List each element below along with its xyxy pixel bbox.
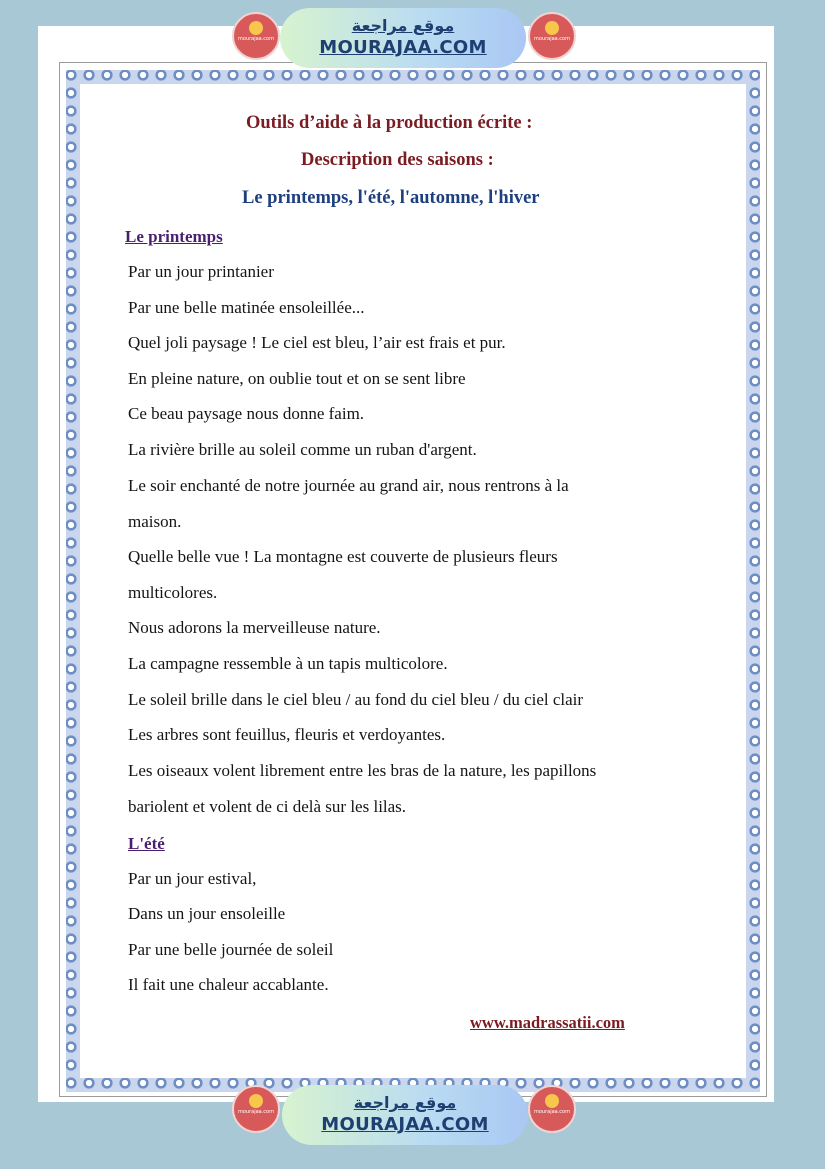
text-line: La rivière brille au soleil comme un ruban d'argent. — [128, 440, 477, 459]
text-line: Par une belle matinée ensoleillée... — [128, 298, 365, 317]
title-line-2: Description des saisons : — [301, 150, 494, 170]
text-line: Les arbres sont feuillus, fleuris et verdoyantes. — [128, 725, 446, 744]
text-line: bariolent et volent de ci delà sur les lilas. — [128, 797, 407, 816]
text-line: Quel joli paysage ! Le ciel est bleu, l’air est frais et pur. — [128, 333, 506, 352]
site-logo-icon: mourajaa.com — [232, 12, 280, 60]
site-logo-icon: mourajaa.com — [232, 1085, 280, 1133]
site-name-arabic: موقع مراجعة — [353, 1093, 457, 1112]
text-line: La campagne ressemble à un tapis multicolore. — [128, 654, 448, 673]
site-logo-icon: mourajaa.com — [528, 1085, 576, 1133]
text-line: Par un jour printanier — [128, 262, 274, 281]
text-line: Nous adorons la merveilleuse nature. — [128, 618, 381, 637]
section-heading-summer: L'été — [128, 834, 165, 853]
text-line: Dans un jour ensoleille — [128, 904, 286, 923]
text-line: Ce beau paysage nous donne faim. — [128, 404, 365, 423]
title-line-1: Outils d’aide à la production écrite : — [246, 113, 533, 133]
text-line: Quelle belle vue ! La montagne est couverte de plusieurs fleurs — [128, 547, 558, 566]
site-name-latin: MOURAJAA.COM — [319, 37, 487, 58]
site-name-arabic: موقع مراجعة — [351, 16, 455, 35]
section-heading-spring: Le printemps — [125, 227, 223, 246]
text-line: Le soir enchanté de notre journée au grand air, nous rentrons à la — [128, 476, 569, 495]
title-line-3: Le printemps, l'été, l'automne, l'hiver — [242, 188, 540, 208]
text-line: multicolores. — [128, 583, 218, 602]
website-link[interactable]: www.madrassatii.com — [470, 1013, 625, 1032]
text-line: Par une belle journée de soleil — [128, 940, 334, 959]
text-line: Il fait une chaleur accablante. — [128, 975, 329, 994]
text-line: Le soleil brille dans le ciel bleu / au fond du ciel bleu / du ciel clair — [128, 690, 584, 709]
site-logo-icon: mourajaa.com — [528, 12, 576, 60]
text-line: Les oiseaux volent librement entre les bras de la nature, les papillons — [128, 761, 597, 780]
site-name-latin: MOURAJAA.COM — [321, 1114, 489, 1135]
text-line: Par un jour estival, — [128, 869, 257, 888]
text-line: maison. — [128, 512, 182, 531]
text-line: En pleine nature, on oublie tout et on se sent libre — [128, 369, 466, 388]
